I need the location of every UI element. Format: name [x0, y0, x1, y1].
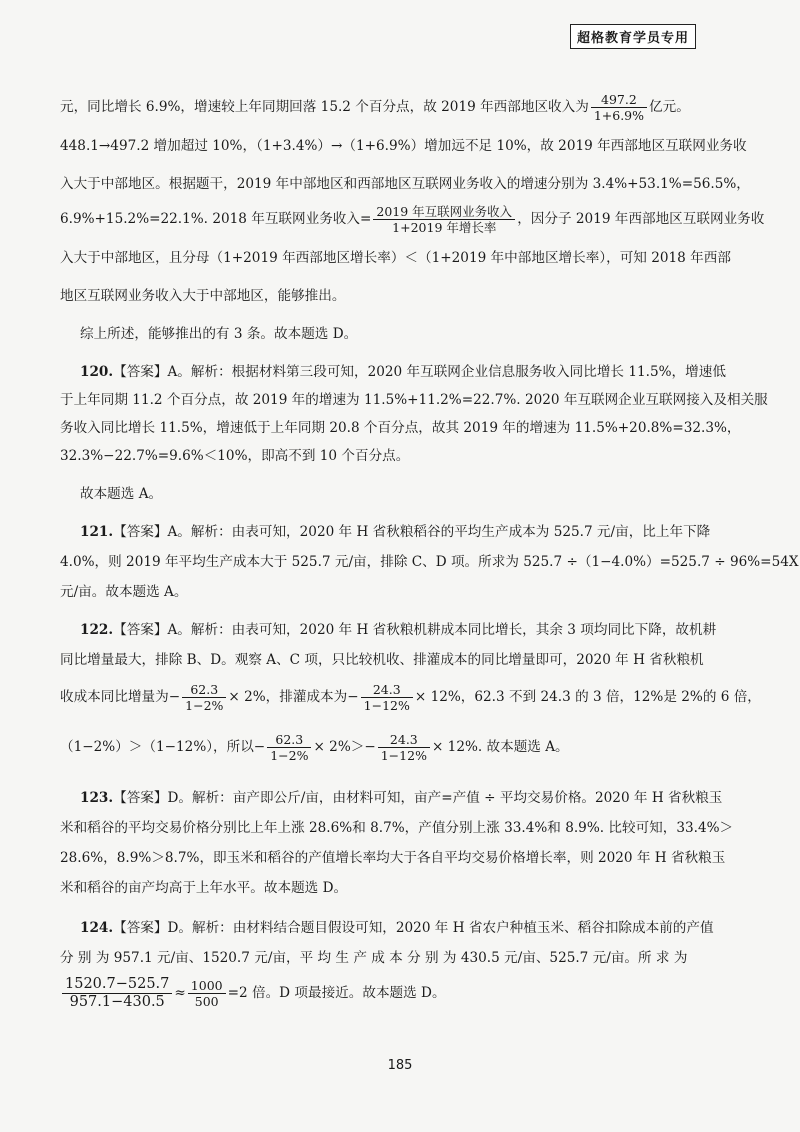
fraction [591, 92, 647, 123]
fraction-numerator: 24.3 [361, 682, 413, 698]
question-number: 123. [80, 790, 114, 806]
answer-121 [80, 522, 710, 542]
text-line: 28.6%，8.9%＞8.7%，即玉米和稻谷的产值增长率均大于各自平均交易价格增长率，则 2020 年 H 省秋粮玉 [60, 850, 726, 866]
text-line [60, 976, 446, 1011]
text: 6.9%+15.2%=22.1%. 2018 年互联网业务收入= [60, 211, 372, 227]
text-line: 同比增量最大，排除 B、D。观察 A、C 项，只比较机收、排灌成本的同比增量即可，2020 年 H 省秋粮机 [60, 652, 704, 668]
text-line: 于上年同期 11.2 个百分点，故 2019 年的增速为 11.5%+11.2%=22.7%. 2020 年互联网企业互联网接入及相关服 [60, 392, 768, 408]
answer-122 [80, 620, 716, 640]
text-line: 务收入同比增长 11.5%，增速低于上年同期 20.8 个百分点，故其 2019 年的增速为 11.5%+20.8%=32.3%， [60, 420, 741, 436]
text-line [60, 92, 690, 123]
fraction-numerator: 1520.7−525.7 [62, 976, 172, 994]
text: 收成本同比增量为− [60, 689, 181, 705]
fraction-numerator: 497.2 [591, 92, 647, 108]
question-number: 122. [80, 622, 114, 638]
fraction-denominator: 1−12% [363, 698, 410, 713]
text: × 2%，排灌成本为− [228, 689, 359, 705]
fraction-numerator: 62.3 [267, 732, 311, 748]
question-number: 121. [80, 524, 114, 540]
text: 【答案】A。解析：根据材料第三段可知，2020 年互联网企业信息服务收入同比增长 11.5%，增速低 [113, 364, 726, 380]
fraction-denominator: 1−2% [185, 698, 224, 713]
text: × 12%，62.3 不到 24.3 的 3 倍，12%是 2%的 6 倍， [414, 689, 761, 705]
fraction-numerator: 24.3 [378, 732, 430, 748]
fraction-numerator: 1000 [188, 978, 226, 994]
text: × 12%. 故本题选 A。 [431, 739, 569, 755]
text-line: 故本题选 A。 [80, 486, 163, 502]
text-line: 4.0%，则 2019 年平均生产成本大于 525.7 元/亩，排除 C、D 项。所求为 525.7 ÷（1−4.0%）=525.7 ÷ 96%=54X [60, 554, 799, 570]
header-tag: 超格教育学员专用 [570, 24, 696, 49]
answer-123 [80, 788, 722, 808]
text-line: 米和稻谷的亩产均高于上年水平。故本题选 D。 [60, 880, 348, 896]
text: 【答案】D。解析：由材料结合题目假设可知，2020 年 H 省农户种植玉米、稻谷扣除成本前的产值 [113, 920, 714, 936]
question-number: 124. [80, 920, 114, 936]
fraction [182, 682, 226, 713]
text: 【答案】A。解析：由表可知，2020 年 H 省秋粮稻谷的平均生产成本为 525.7 元/亩，比上年下降 [113, 524, 711, 540]
text: ≈ [174, 985, 186, 1001]
text: 【答案】A。解析：由表可知，2020 年 H 省秋粮机耕成本同比增长，其余 3 项均同比下降，故机耕 [113, 622, 717, 638]
text-line [60, 732, 569, 763]
text-line [60, 204, 764, 235]
fraction [378, 732, 430, 763]
text: ，因分子 2019 年西部地区互联网业务收 [517, 211, 765, 227]
text: 元，同比增长 6.9%，增速较上年同期回落 15.2 个百分点，故 2019 年西部地区收入为 [60, 99, 589, 115]
fraction-denominator: 500 [194, 994, 219, 1009]
question-number: 120. [80, 364, 114, 380]
fraction-numerator: 2019 年互联网业务收入 [373, 204, 515, 220]
text: 亿元。 [649, 99, 690, 115]
fraction [267, 732, 311, 763]
answer-120 [80, 362, 726, 382]
text-line: 32.3%−22.7%=9.6%＜10%，即高不到 10 个百分点。 [60, 448, 410, 464]
text: =2 倍。D 项最接近。故本题选 D。 [227, 985, 446, 1001]
fraction-denominator: 957.1−430.5 [69, 994, 165, 1010]
text: × 2%＞− [313, 739, 376, 755]
text-line: 入大于中部地区，且分母（1+2019 年西部地区增长率）＜（1+2019 年中部地区增长率），可知 2018 年西部 [60, 250, 731, 266]
text-line: 分 别 为 957.1 元/亩、1520.7 元/亩，平 均 生 产 成 本 分 别 为 430.5 元/亩、525.7 元/亩。所 求 为 [60, 950, 688, 966]
fraction [62, 976, 172, 1011]
text-line: 448.1→497.2 增加超过 10%，（1+3.4%）→（1+6.9%）增加远不足 10%，故 2019 年西部地区互联网业务收 [60, 138, 747, 154]
text-line [60, 682, 761, 713]
fraction [188, 978, 226, 1009]
fraction-denominator: 1+2019 年增长率 [392, 220, 497, 235]
answer-124 [80, 918, 714, 938]
fraction [373, 204, 515, 235]
fraction-denominator: 1+6.9% [593, 108, 645, 123]
text-line: 地区互联网业务收入大于中部地区，能够推出。 [60, 288, 346, 304]
text-line: 入大于中部地区。根据题干，2019 年中部地区和西部地区互联网业务收入的增速分别为 3.4%+53.1%=56.5%， [60, 176, 750, 192]
text-line: 综上所述，能够推出的有 3 条。故本题选 D。 [80, 326, 358, 342]
fraction-denominator: 1−12% [380, 748, 427, 763]
text-line: 元/亩。故本题选 A。 [60, 584, 188, 600]
page-number: 185 [387, 1058, 413, 1073]
text: （1−2%）＞（1−12%），所以− [60, 739, 266, 755]
fraction-denominator: 1−2% [270, 748, 309, 763]
text-line: 米和稻谷的平均交易价格分别比上年上涨 28.6%和 8.7%，产值分别上涨 33.4%和 8.9%. 比较可知，33.4%＞ [60, 820, 734, 836]
text: 【答案】D。解析：亩产即公斤/亩，由材料可知，亩产=产值 ÷ 平均交易价格。2020 年 H 省秋粮玉 [113, 790, 723, 806]
fraction [361, 682, 413, 713]
fraction-numerator: 62.3 [182, 682, 226, 698]
